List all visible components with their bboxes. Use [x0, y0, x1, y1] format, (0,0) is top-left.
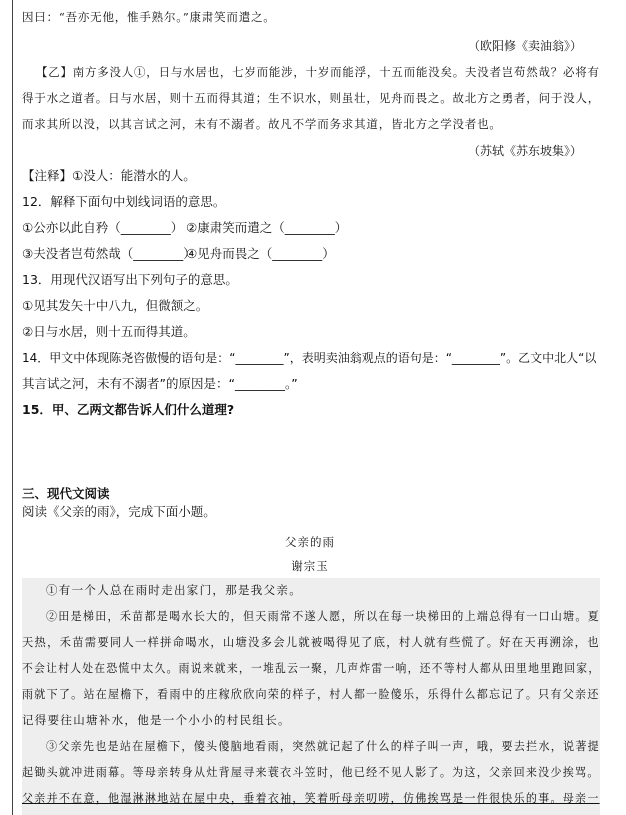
question-14-line1: 14．甲文中体现陈尧咨傲慢的语句是：“________”，表明卖油翁观点的语句是：“________”。乙文中北人“以: [22, 351, 597, 365]
source-b: （苏轼《苏东坡集》）: [468, 144, 583, 158]
story-title: 父亲的雨: [285, 535, 335, 549]
passage-b-line3: 而求其所以没，以其言试之河，未有不溺者。故凡不学而务求其道，皆北方之学没者也。: [22, 117, 502, 131]
story-p2-line1: ②田是梯田，禾苗都是喝水长大的，但天雨常不遂人愿，所以在每一块梯田的上端总得有一口山塘。夏: [46, 609, 600, 623]
question-13: 13．用现代汉语写出下列句子的意思。: [22, 272, 238, 287]
q12-item-d: ④见舟而畏之（________）: [186, 246, 335, 261]
story-p1: ①有一个人总在雨时走出家门，那是我父亲。: [46, 583, 302, 597]
story-p3-line2: 起锄头就冲进雨幕。等母亲转身从灶背屋寻来蓑衣斗笠时，他已经不见人影了。为这，父亲回来没少挨骂。: [22, 765, 600, 779]
q12-item-a: ①公亦以此自矜（________）: [22, 220, 184, 235]
q12-item-b: ②康肃笑而遣之（________）: [186, 220, 348, 235]
story-p2-line5: 记得要往山塘补水，他是一个小小的村民组长。: [22, 713, 291, 727]
source-a: （欧阳修《卖油翁》）: [468, 39, 583, 53]
annotation-note: 【注释】①没人：能潜水的人。: [22, 168, 196, 183]
passage-b-line2: 得于水之道者。日与水居，则十五而得其道；生不识水，则虽壮，见舟而畏之。故北方之勇者，问于没人，: [22, 91, 601, 105]
section-3-intro: 阅读《父亲的雨》，完成下面小题。: [22, 504, 216, 519]
question-14-line2: 其言试之河，未有不溺者”的原因是：“________。”: [22, 376, 298, 391]
story-p2-line3: 不会让村人处在恐慌中太久。雨说来就来，一堆乱云一聚，几声炸雷一响，还不等村人都从田里地里跑回家，: [22, 661, 601, 675]
story-p3-line3: 父亲并不在意，他湿淋淋地站在屋中央，垂着衣袖，笑着听母亲叨唠，仿佛挨骂是一件很快乐的事。母亲一: [22, 791, 600, 805]
q13-item-b: ②日与水居，则十五而得其道。: [22, 324, 196, 339]
passage-b-line1: 【乙】南方多没人①，日与水居也，七岁而能涉，十岁而能浮，十五而能没矣。夫没者岂苟然哉？必将有: [36, 65, 600, 79]
story-p2-line2: 天热，禾苗需要同人一样拼命喝水，山塘没多会儿就被喝得见了底，村人就有些慌了。好在天再溯涂，也: [22, 635, 600, 649]
q13-item-a: ①见其发矢十中八九，但微颔之。: [22, 298, 209, 313]
story-p3-line1: ③父亲先也是站在屋檐下，傻头傻脑地看雨，突然就记起了什么的样子叫一声，哦，要去拦水，说著提: [46, 739, 600, 753]
story-author: 谢宗玉: [291, 559, 329, 573]
q12-item-c: ③夫没者岂苟然哉（________）: [22, 246, 196, 261]
section-3-title: 三、现代文阅读: [22, 486, 110, 501]
question-12: 12．解释下面句中划线词语的意思。: [22, 194, 226, 209]
passage-a-end: 因曰：“吾亦无他，惟手熟尔。”康肃笑而遣之。: [22, 10, 276, 24]
story-p2-line4: 雨就下了。站在屋檐下，看雨中的庄稼欣欣向荣的样子，村人都一脸傻乐，乐得什么都忘记了。只有父亲还: [22, 687, 600, 701]
question-15: 15．甲、乙两文都告诉人们什么道理?: [22, 402, 235, 417]
margin-line: [12, 0, 13, 815]
